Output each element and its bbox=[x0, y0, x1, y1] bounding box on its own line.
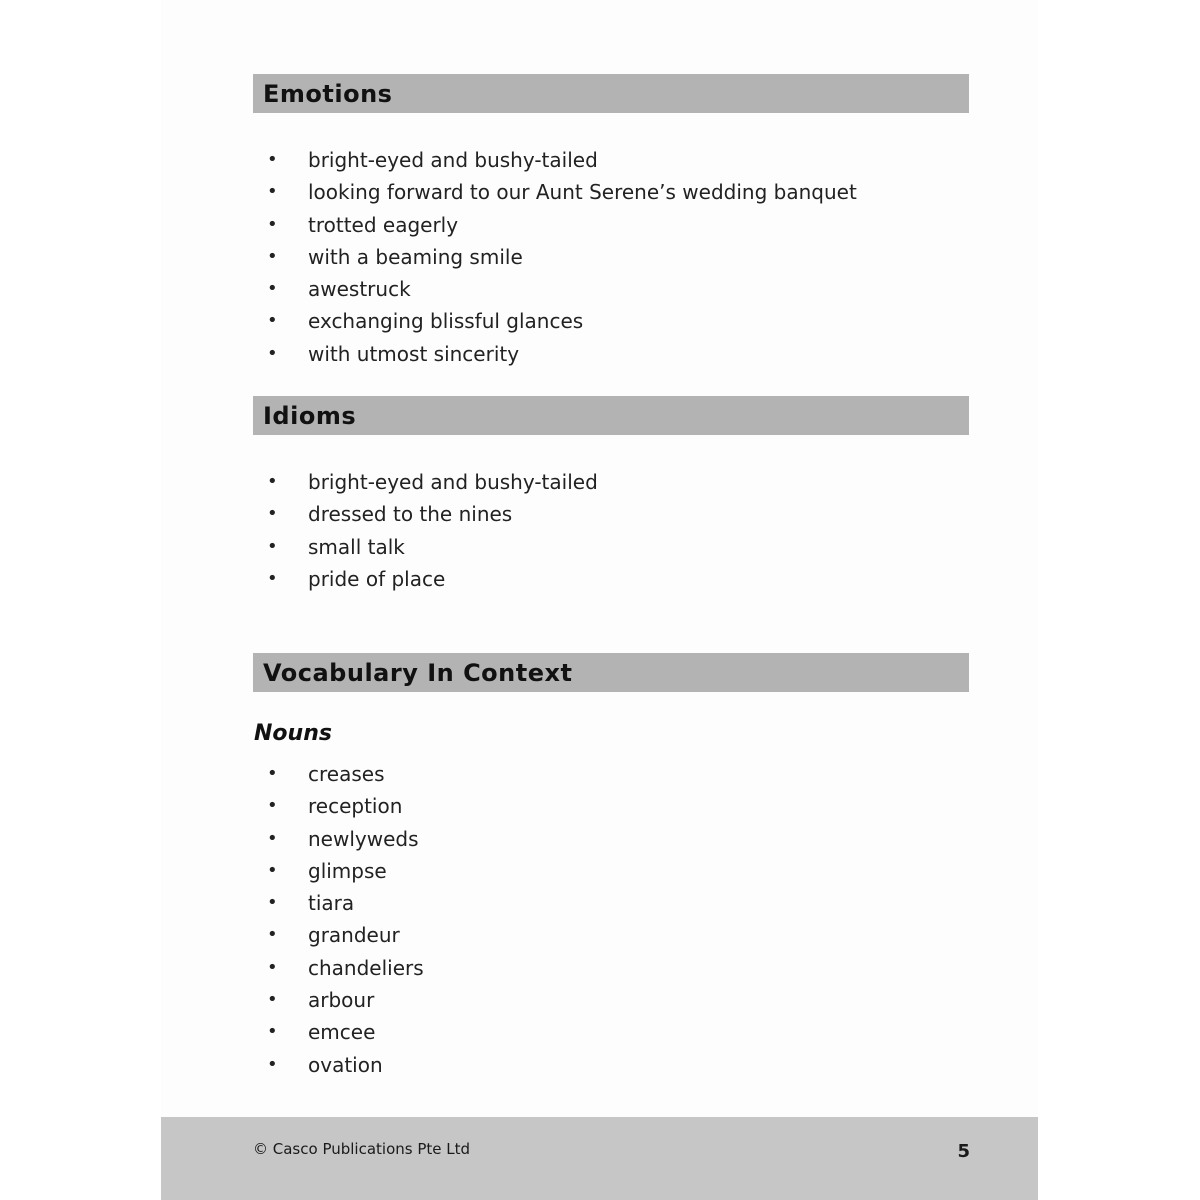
idiom-item bbox=[253, 498, 598, 530]
bullet-icon: • bbox=[267, 181, 278, 203]
section-title-emotions: Emotions bbox=[263, 79, 393, 108]
bullet-icon: • bbox=[267, 471, 278, 492]
noun-item bbox=[253, 919, 424, 951]
noun-item bbox=[253, 790, 424, 822]
bullet-icon: • bbox=[267, 213, 278, 235]
bullet-icon: • bbox=[267, 310, 278, 332]
noun-item bbox=[253, 823, 424, 855]
noun-item-label: chandeliers bbox=[308, 955, 424, 980]
noun-item-label: reception bbox=[308, 794, 403, 819]
emotion-item-label: with a beaming smile bbox=[308, 244, 523, 269]
bullet-icon: • bbox=[267, 1053, 278, 1075]
copyright-notice: © Casco Publications Pte Ltd bbox=[253, 1140, 471, 1158]
emotions-list bbox=[253, 144, 857, 370]
idiom-item-label: dressed to the nines bbox=[308, 502, 513, 527]
bullet-icon: • bbox=[267, 827, 278, 849]
idioms-list bbox=[253, 466, 598, 595]
section-header-emotions bbox=[253, 74, 969, 113]
section-title-vocabulary: Vocabulary In Context bbox=[263, 658, 573, 687]
bullet-icon: • bbox=[267, 245, 278, 267]
emotion-item bbox=[253, 305, 857, 337]
noun-item-label: tiara bbox=[308, 891, 355, 916]
bullet-icon: • bbox=[267, 924, 278, 946]
page-footer bbox=[161, 1117, 1038, 1200]
emotion-item bbox=[253, 338, 857, 370]
idiom-item bbox=[253, 531, 598, 563]
nouns-list bbox=[253, 758, 424, 1081]
idiom-item-label: small talk bbox=[308, 534, 405, 559]
emotion-item bbox=[253, 273, 857, 305]
emotion-item-label: exchanging blissful glances bbox=[308, 309, 584, 334]
bullet-icon: • bbox=[267, 567, 278, 589]
noun-item bbox=[253, 984, 424, 1016]
noun-item-label: newlyweds bbox=[308, 826, 419, 851]
emotion-item-label: bright-eyed and bushy-tailed bbox=[308, 148, 598, 172]
idiom-item bbox=[253, 563, 598, 595]
emotion-item-label: awestruck bbox=[308, 277, 411, 302]
emotion-item bbox=[253, 176, 857, 208]
emotion-item bbox=[253, 209, 857, 241]
bullet-icon: • bbox=[267, 763, 278, 784]
noun-item bbox=[253, 952, 424, 984]
emotion-item-label: looking forward to our Aunt Serene’s wedding banquet bbox=[308, 180, 857, 205]
noun-item bbox=[253, 1016, 424, 1048]
bullet-icon: • bbox=[267, 859, 278, 881]
emotion-item bbox=[253, 241, 857, 273]
bullet-icon: • bbox=[267, 1021, 278, 1043]
noun-item-label: creases bbox=[308, 762, 385, 786]
noun-item bbox=[253, 758, 424, 790]
bullet-icon: • bbox=[267, 795, 278, 817]
section-title-idioms: Idioms bbox=[263, 401, 357, 430]
bullet-icon: • bbox=[267, 989, 278, 1011]
emotion-item bbox=[253, 144, 857, 176]
page-number: 5 bbox=[957, 1141, 970, 1162]
bullet-icon: • bbox=[267, 956, 278, 978]
bullet-icon: • bbox=[267, 535, 278, 557]
noun-item-label: grandeur bbox=[308, 923, 400, 948]
subheading-nouns: Nouns bbox=[254, 721, 332, 746]
noun-item-label: emcee bbox=[308, 1020, 376, 1045]
bullet-icon: • bbox=[267, 149, 278, 170]
idiom-item-label: bright-eyed and bushy-tailed bbox=[308, 470, 598, 494]
bullet-icon: • bbox=[267, 503, 278, 525]
noun-item bbox=[253, 1049, 424, 1081]
idiom-item bbox=[253, 466, 598, 498]
noun-item-label: glimpse bbox=[308, 858, 387, 883]
noun-item bbox=[253, 887, 424, 919]
bullet-icon: • bbox=[267, 892, 278, 914]
emotion-item-label: trotted eagerly bbox=[308, 212, 459, 237]
bullet-icon: • bbox=[267, 278, 278, 300]
emotion-item-label: with utmost sincerity bbox=[308, 341, 520, 366]
bullet-icon: • bbox=[267, 342, 278, 364]
idiom-item-label: pride of place bbox=[308, 566, 446, 591]
section-header-vocabulary bbox=[253, 653, 969, 692]
section-header-idioms bbox=[253, 396, 969, 435]
noun-item-label: ovation bbox=[308, 1052, 383, 1077]
noun-item bbox=[253, 855, 424, 887]
noun-item-label: arbour bbox=[308, 988, 375, 1013]
